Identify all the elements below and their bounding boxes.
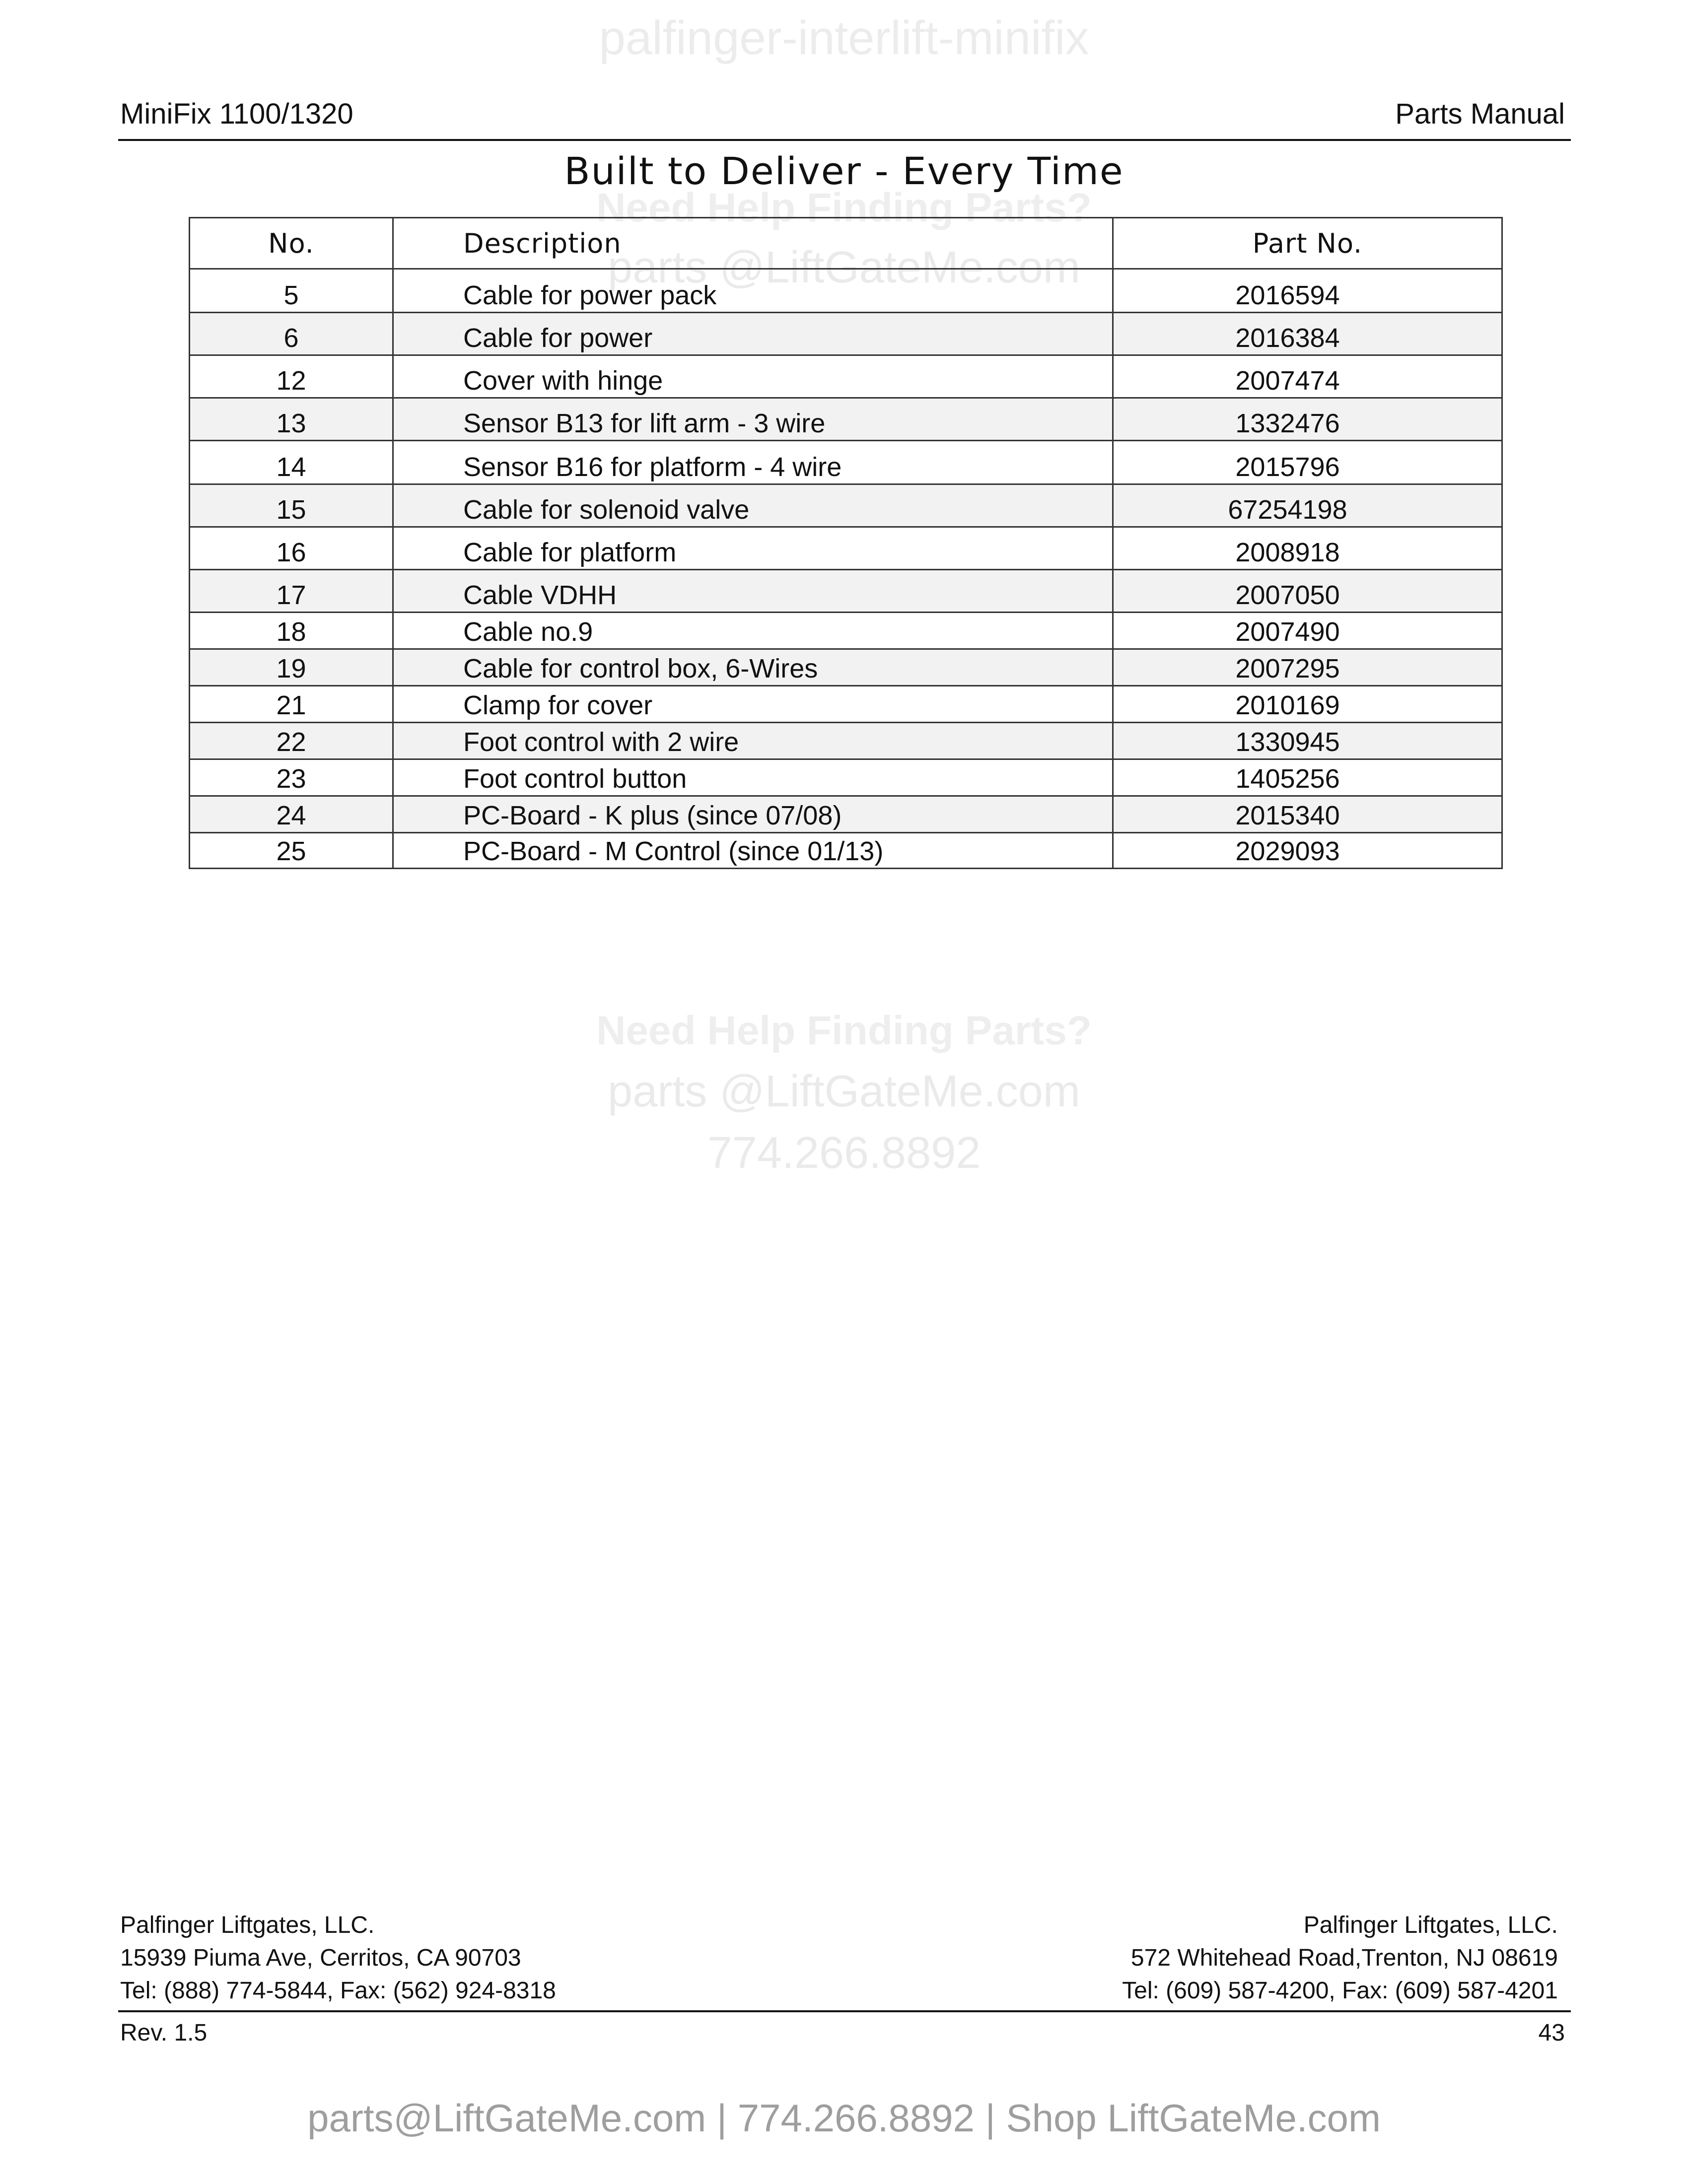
watermark-help-1: Need Help Finding Parts? <box>596 185 1092 230</box>
cell-part-no: 2015796 <box>1113 441 1502 484</box>
cell-item-no: 12 <box>190 355 393 398</box>
table-row <box>190 649 1502 686</box>
cell-part-no: 2016594 <box>1113 269 1502 313</box>
column-header-part-no: Part No. <box>1113 218 1502 269</box>
cell-description: Cable for power <box>393 313 1113 355</box>
cell-item-no: 5 <box>190 269 393 313</box>
footer-west-phone: Tel: (888) 774-5844, Fax: (562) 924-8318 <box>120 1978 556 2004</box>
footer-east-phone: Tel: (609) 587-4200, Fax: (609) 587-4201 <box>1122 1978 1558 2004</box>
column-header-no: No. <box>190 218 393 269</box>
cell-part-no: 2007295 <box>1113 649 1502 686</box>
table-row <box>190 313 1502 355</box>
cell-description: Cable for solenoid valve <box>393 484 1113 527</box>
table-row <box>190 398 1502 441</box>
header-model: MiniFix 1100/1320 <box>120 98 353 130</box>
cell-description: Cable VDHH <box>393 570 1113 613</box>
contact-banner: parts@LiftGateMe.com | 774.266.8892 | Shop LiftGateMe.com <box>307 2096 1381 2140</box>
footer-east-company: Palfinger Liftgates, LLC. <box>1303 1912 1558 1938</box>
cell-part-no: 2007474 <box>1113 355 1502 398</box>
header-manual-type: Parts Manual <box>1395 98 1565 130</box>
cell-item-no: 14 <box>190 441 393 484</box>
header-divider <box>118 139 1571 141</box>
footer-west-street: 15939 Piuma Ave, Cerritos, CA 90703 <box>120 1945 521 1971</box>
cell-part-no: 2010169 <box>1113 686 1502 723</box>
cell-description: Cable no.9 <box>393 613 1113 649</box>
table-header-row <box>190 218 1502 269</box>
table-row <box>190 484 1502 527</box>
watermark-top: palfinger-interlift-minifix <box>599 11 1089 65</box>
column-header-description: Description <box>393 218 1113 269</box>
cell-part-no: 2007490 <box>1113 613 1502 649</box>
cell-item-no: 17 <box>190 570 393 613</box>
cell-description: PC-Board - K plus (since 07/08) <box>393 796 1113 833</box>
table-row <box>190 269 1502 313</box>
table-row <box>190 686 1502 723</box>
cell-item-no: 25 <box>190 833 393 869</box>
footer-address-west <box>120 1909 556 2007</box>
cell-item-no: 21 <box>190 686 393 723</box>
cell-item-no: 18 <box>190 613 393 649</box>
cell-description: PC-Board - M Control (since 01/13) <box>393 833 1113 869</box>
cell-description: Cable for power pack <box>393 269 1113 313</box>
cell-part-no: 67254198 <box>1113 484 1502 527</box>
cell-item-no: 15 <box>190 484 393 527</box>
footer-address-east <box>1122 1909 1558 2007</box>
cell-part-no: 2016384 <box>1113 313 1502 355</box>
cell-item-no: 19 <box>190 649 393 686</box>
watermark-email-1: parts @LiftGateMe.com <box>608 243 1080 292</box>
cell-description: Cable for control box, 6-Wires <box>393 649 1113 686</box>
cell-part-no: 1405256 <box>1113 759 1502 796</box>
parts-table <box>189 217 1503 869</box>
page-number: 43 <box>1538 2020 1565 2046</box>
cell-item-no: 23 <box>190 759 393 796</box>
table-row <box>190 527 1502 570</box>
parts-table-body <box>190 269 1502 869</box>
cell-part-no: 2007050 <box>1113 570 1502 613</box>
cell-description: Cable for platform <box>393 527 1113 570</box>
cell-description: Foot control with 2 wire <box>393 723 1113 759</box>
cell-description: Clamp for cover <box>393 686 1113 723</box>
cell-part-no: 2008918 <box>1113 527 1502 570</box>
watermark-help-2: Need Help Finding Parts? <box>596 1008 1092 1053</box>
table-row <box>190 759 1502 796</box>
cell-item-no: 22 <box>190 723 393 759</box>
table-row <box>190 723 1502 759</box>
cell-part-no: 2029093 <box>1113 833 1502 869</box>
table-row <box>190 796 1502 833</box>
cell-item-no: 24 <box>190 796 393 833</box>
watermark-phone-2: 774.266.8892 <box>707 1128 981 1178</box>
footer-east-street: 572 Whitehead Road,Trenton, NJ 08619 <box>1130 1945 1558 1971</box>
footer-west-company: Palfinger Liftgates, LLC. <box>120 1912 375 1938</box>
cell-description: Cover with hinge <box>393 355 1113 398</box>
cell-item-no: 16 <box>190 527 393 570</box>
cell-description: Sensor B13 for lift arm - 3 wire <box>393 398 1113 441</box>
table-row <box>190 441 1502 484</box>
cell-item-no: 13 <box>190 398 393 441</box>
table-row <box>190 570 1502 613</box>
revision-label: Rev. 1.5 <box>120 2020 208 2046</box>
cell-part-no: 1330945 <box>1113 723 1502 759</box>
cell-part-no: 1332476 <box>1113 398 1502 441</box>
table-row <box>190 613 1502 649</box>
table-row <box>190 833 1502 869</box>
page-title: Built to Deliver - Every Time <box>564 149 1124 193</box>
cell-item-no: 6 <box>190 313 393 355</box>
cell-description: Foot control button <box>393 759 1113 796</box>
footer-divider <box>118 2010 1571 2012</box>
watermark-email-2: parts @LiftGateMe.com <box>608 1067 1080 1116</box>
cell-part-no: 2015340 <box>1113 796 1502 833</box>
cell-description: Sensor B16 for platform - 4 wire <box>393 441 1113 484</box>
table-row <box>190 355 1502 398</box>
